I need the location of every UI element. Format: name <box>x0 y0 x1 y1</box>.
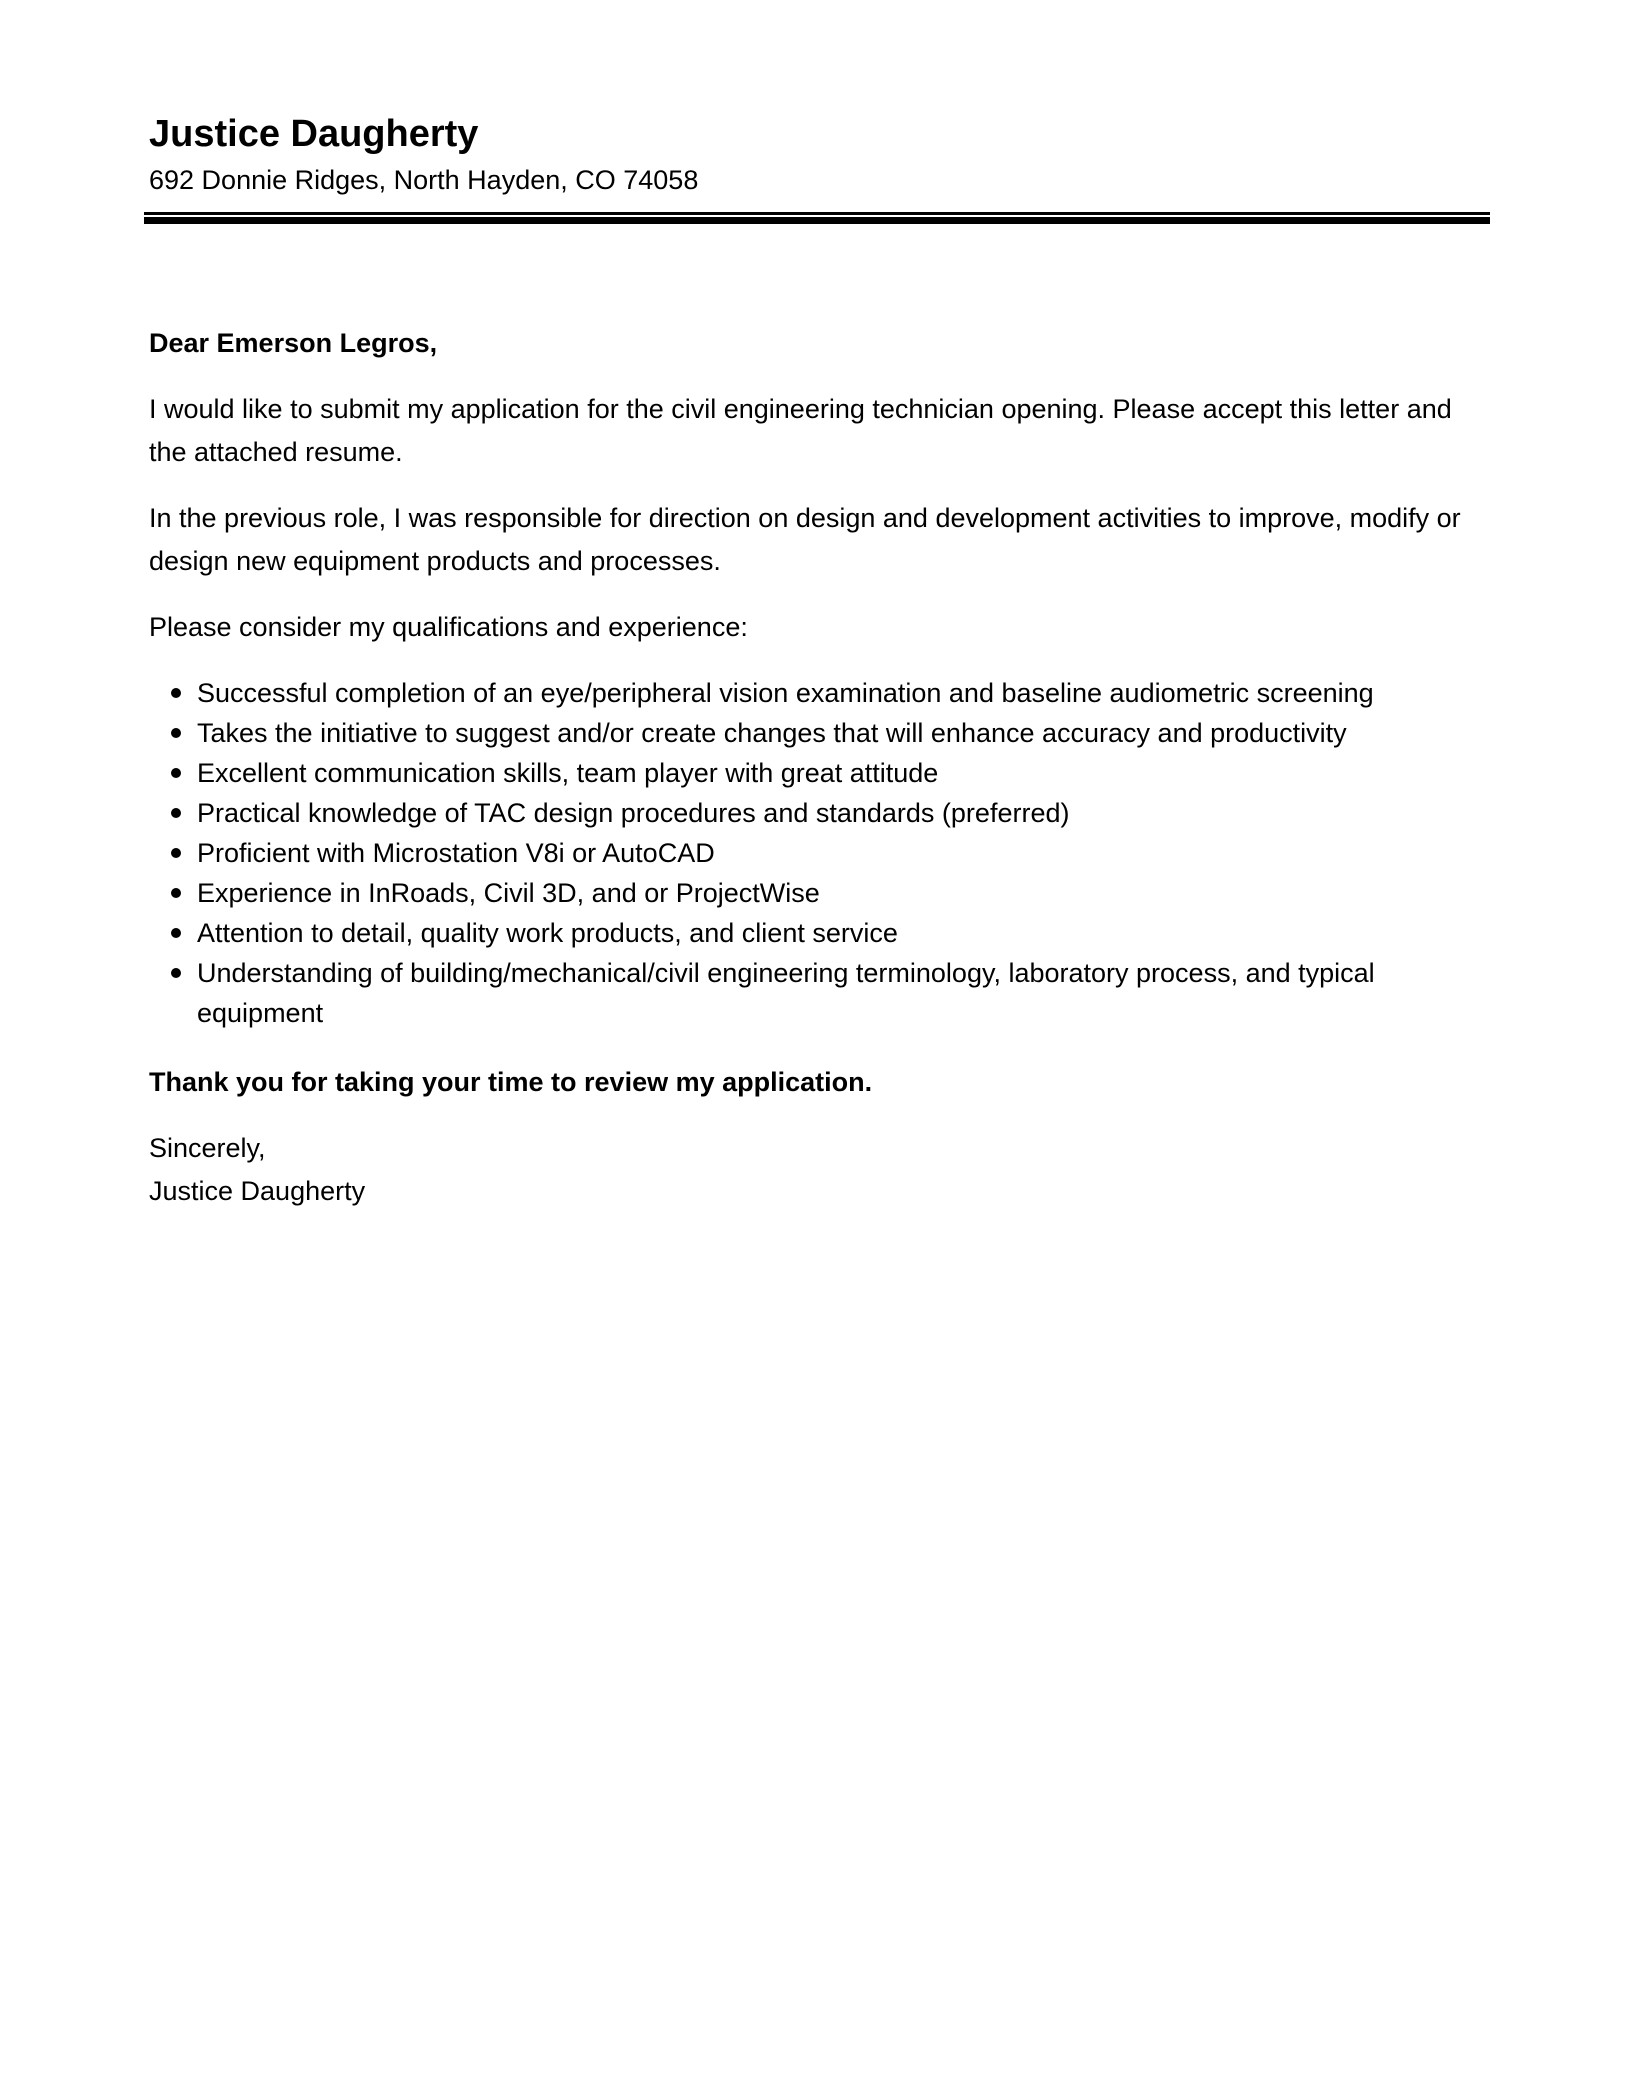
bullet-icon <box>171 728 181 738</box>
letter-body <box>149 322 1489 1213</box>
header-divider <box>144 212 1490 224</box>
list-item-text: Takes the initiative to suggest and/or create changes that will enhance accuracy and productivity <box>197 718 1347 748</box>
bullet-icon <box>171 688 181 698</box>
bullet-icon <box>171 768 181 778</box>
signoff: Sincerely, <box>149 1133 266 1163</box>
bullet-icon <box>171 968 181 978</box>
closing-statement: Thank you for taking your time to review my application. <box>149 1067 873 1097</box>
list-item-text: Experience in InRoads, Civil 3D, and or ProjectWise <box>197 878 820 908</box>
list-item-text: Attention to detail, quality work products, and client service <box>197 918 898 948</box>
list-item-text: Understanding of building/mechanical/civil engineering terminology, laboratory process, and typical equipment <box>197 958 1375 1028</box>
qualifications-list <box>149 673 1489 1033</box>
salutation: Dear Emerson Legros, <box>149 328 438 358</box>
list-item-text: Proficient with Microstation V8i or AutoCAD <box>197 838 715 868</box>
bullet-icon <box>171 808 181 818</box>
list-item <box>149 873 1489 913</box>
list-item <box>149 913 1489 953</box>
list-item-text: Successful completion of an eye/peripheral vision examination and baseline audiometric screening <box>197 678 1374 708</box>
sender-name: Justice Daugherty <box>149 113 479 155</box>
qualifications-intro: Please consider my qualifications and experience: <box>149 612 748 642</box>
list-item <box>149 793 1489 833</box>
list-item <box>149 713 1489 753</box>
list-item <box>149 753 1489 793</box>
signature: Justice Daugherty <box>149 1176 366 1206</box>
list-item-text: Practical knowledge of TAC design procedures and standards (preferred) <box>197 798 1070 828</box>
list-item <box>149 673 1489 713</box>
intro-paragraph: I would like to submit my application for the civil engineering technician opening. Please accept this letter and the attached resume. <box>149 394 1452 467</box>
experience-paragraph: In the previous role, I was responsible for direction on design and development activities to improve, modify or design new equipment products and processes. <box>149 503 1461 576</box>
bullet-icon <box>171 888 181 898</box>
bullet-icon <box>171 928 181 938</box>
letter-header <box>149 108 1484 200</box>
sender-address: 692 Donnie Ridges, North Hayden, CO 74058 <box>149 165 699 195</box>
list-item <box>149 953 1489 1033</box>
list-item-text: Excellent communication skills, team player with great attitude <box>197 758 939 788</box>
bullet-icon <box>171 848 181 858</box>
list-item <box>149 833 1489 873</box>
